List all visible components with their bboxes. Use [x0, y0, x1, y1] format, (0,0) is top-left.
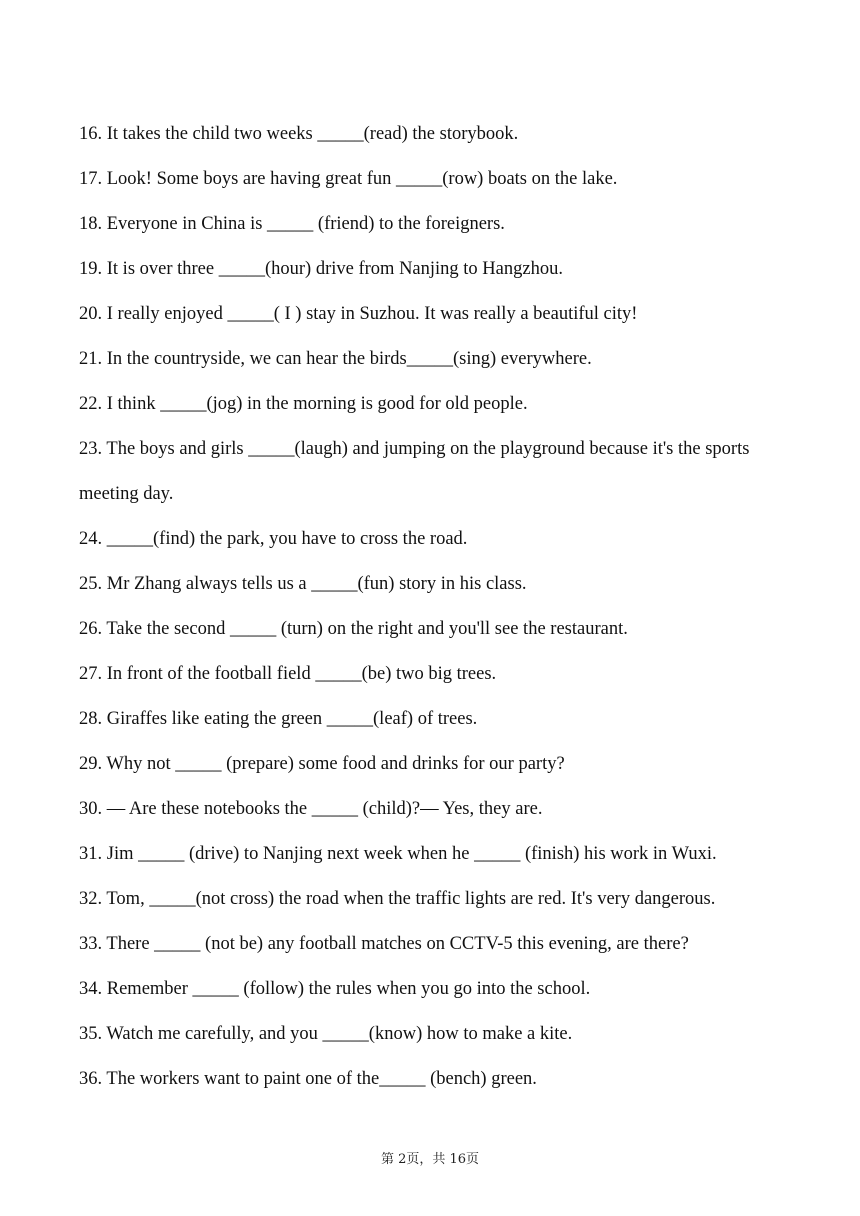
- question-24: 24. _____(find) the park, you have to cross the road.: [79, 529, 468, 549]
- question-17: 17. Look! Some boys are having great fun _____(row) boats on the lake.: [79, 169, 618, 189]
- page-number-footer: 第 2页，共 16页: [380, 1152, 480, 1167]
- question-22: 22. I think _____(jog) in the morning is good for old people.: [79, 394, 528, 414]
- question-23: 23. The boys and girls _____(laugh) and jumping on the playground because it's the sports meeting day.: [79, 439, 750, 504]
- question-19: 19. It is over three _____(hour) drive from Nanjing to Hangzhou.: [79, 259, 563, 279]
- question-18: 18. Everyone in China is _____ (friend) to the foreigners.: [79, 214, 505, 234]
- question-34: 34. Remember _____ (follow) the rules when you go into the school.: [79, 979, 591, 999]
- question-28: 28. Giraffes like eating the green _____(leaf) of trees.: [79, 709, 478, 729]
- question-16: 16. It takes the child two weeks _____(read) the storybook.: [79, 124, 519, 144]
- question-32: 32. Tom, _____(not cross) the road when the traffic lights are red. It's very dangerous.: [79, 889, 716, 909]
- question-20: 20. I really enjoyed _____( I ) stay in Suzhou. It was really a beautiful city!: [79, 304, 638, 324]
- question-26: 26. Take the second _____ (turn) on the right and you'll see the restaurant.: [79, 619, 628, 639]
- question-30: 30. — Are these notebooks the _____ (child)?— Yes, they are.: [79, 799, 543, 819]
- question-27: 27. In front of the football field _____(be) two big trees.: [79, 664, 497, 684]
- question-36: 36. The workers want to paint one of the_____ (bench) green.: [79, 1069, 537, 1089]
- question-29: 29. Why not _____ (prepare) some food and drinks for our party?: [79, 754, 565, 774]
- question-21: 21. In the countryside, we can hear the birds_____(sing) everywhere.: [79, 349, 592, 369]
- question-25: 25. Mr Zhang always tells us a _____(fun) story in his class.: [79, 574, 527, 594]
- question-33: 33. There _____ (not be) any football matches on CCTV-5 this evening, are there?: [79, 934, 689, 954]
- question-list: [79, 112, 799, 1102]
- question-35: 35. Watch me carefully, and you _____(know) how to make a kite.: [79, 1024, 573, 1044]
- question-31: 31. Jim _____ (drive) to Nanjing next week when he _____ (finish) his work in Wuxi.: [79, 844, 717, 864]
